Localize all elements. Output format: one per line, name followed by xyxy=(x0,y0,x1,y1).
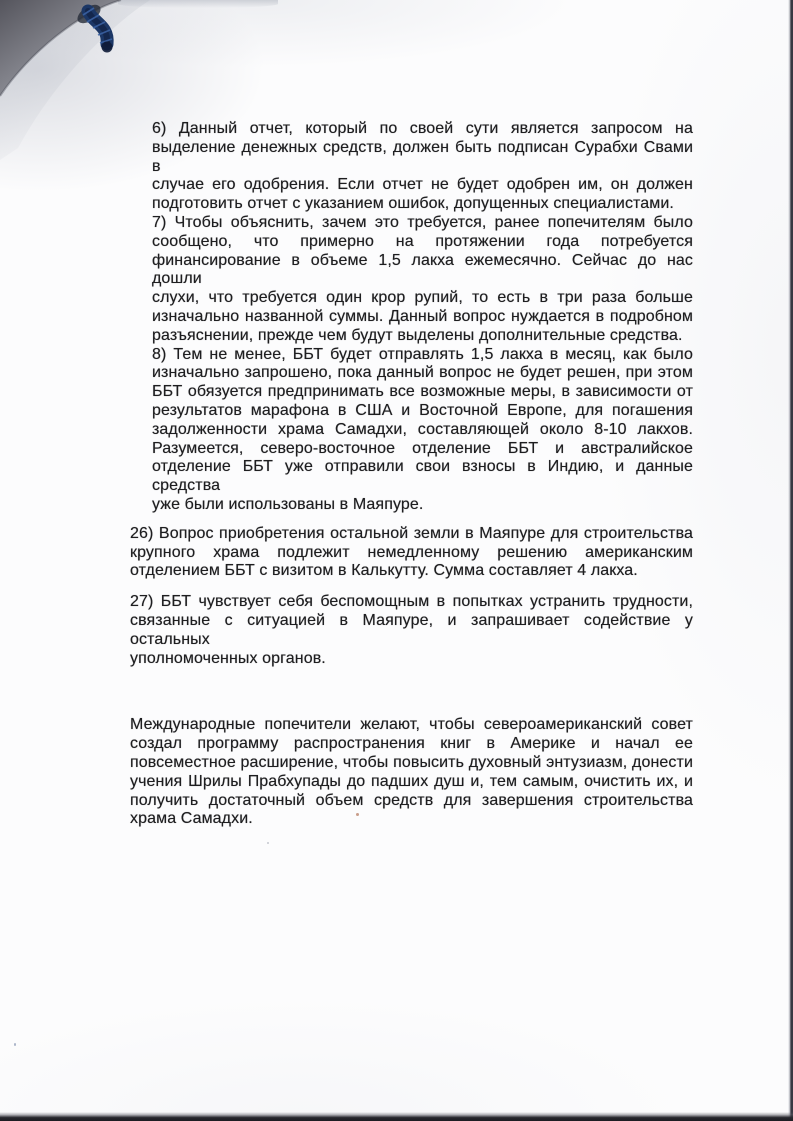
item-26 xyxy=(130,525,693,581)
text-line: связанные с ситуацией в Маяпуре, и запрашивает содействие у остальных xyxy=(130,611,693,648)
text-line: уже были использованы в Маяпуре. xyxy=(152,495,424,513)
thread-core-shadow xyxy=(88,11,107,44)
text-line: храма Самадхи. xyxy=(130,810,253,828)
text-line: результатов марафона в США и Восточной Европе, для погашения xyxy=(152,401,693,419)
text-line: Международные попечители желают, чтобы североамериканский совет xyxy=(130,716,693,734)
text-line: финансирование в объеме 1,5 лакха ежемесячно. Сейчас до нас дошли xyxy=(152,251,693,288)
item-27 xyxy=(130,593,693,668)
text-line: изначально запрошено, пока данный вопрос не будет решен, при этом xyxy=(152,364,693,382)
thread-body xyxy=(88,11,107,44)
text-line: 27) ББТ чувствует себя беспомощным в попытках устранить трудности, xyxy=(130,593,693,611)
text-line: 8) Тем не менее, ББТ будет отправлять 1,5 лакха в месяц, как было xyxy=(152,345,693,363)
text-line: 6) Данный отчет, который по своей сути является запросом на xyxy=(152,120,693,137)
paper-edge-line xyxy=(0,0,121,96)
scanner-edge-right xyxy=(788,0,793,1121)
text-line: сообщено, что примерно на протяжении года потребуется xyxy=(152,232,693,250)
closing-paragraph xyxy=(130,716,693,829)
punch-hole-shadow xyxy=(74,1,103,27)
item-6 xyxy=(130,120,693,214)
text-line: подготовить отчет с указанием ошибок, допущенных специалистами. xyxy=(152,195,674,213)
thread-fiber-highlights xyxy=(83,8,112,43)
scan-speck xyxy=(356,813,359,816)
binding-thread xyxy=(60,0,140,78)
scanner-edge-bottom xyxy=(0,1112,793,1121)
text-line: случае его одобрения. Если отчет не будет одобрен им, он должен xyxy=(152,176,693,194)
scan-speck xyxy=(267,842,269,844)
text-line: Разумеется, северо-восточное отделение ББТ и австралийское xyxy=(152,439,693,457)
text-line: отделением ББТ с визитом в Калькутту. Сумма составляет 4 лакха. xyxy=(130,562,638,580)
text-line: повсеместное расширение, чтобы повысить духовный энтузиазм, донести xyxy=(130,753,693,771)
text-line: крупного храма подлежит немедленному решению американским xyxy=(130,543,693,561)
text-line: учения Шрилы Прабхупады до падших душ и, тем самым, очистить их, и xyxy=(130,772,693,790)
text-line: 26) Вопрос приобретения остальной земли в Маяпуре для строительства xyxy=(130,524,693,542)
text-block xyxy=(130,120,693,829)
text-line: 7) Чтобы объяснить, зачем это требуется, ранее попечителям было xyxy=(152,213,693,231)
text-line: разъяснении, прежде чем будут выделены дополнительные средства. xyxy=(152,326,683,344)
item-7 xyxy=(130,214,693,346)
paper-top-edge-shadow xyxy=(118,0,278,8)
text-line: создал программу распространения книг в Америке и начал ее xyxy=(130,735,693,753)
text-line: слухи, что требуется один крор рупий, то есть в три раза больше xyxy=(152,289,693,307)
text-line: задолженности храма Самадхи, составляющей около 8-10 лакхов. xyxy=(152,420,693,438)
text-line: уполномоченных органов. xyxy=(130,649,326,667)
thread-tip xyxy=(102,42,113,53)
scan-speck xyxy=(14,1043,16,1046)
text-line: изначально названной суммы. Данный вопрос нуждается в подробном xyxy=(152,307,693,325)
text-line: отделение ББТ уже отправили свои взносы в Индию, и данные средства xyxy=(152,458,693,495)
scanner-lid-triangle xyxy=(0,0,121,96)
text-line: ББТ обязуется предпринимать все возможные меры, в зависимости от xyxy=(152,383,693,401)
item-8 xyxy=(130,346,693,515)
text-line: выделение денежных средств, должен быть подписан Сурабхи Свами в xyxy=(152,138,693,175)
paper-corner-shadow xyxy=(0,0,150,160)
text-line: получить достаточный объем средств для завершения строительства xyxy=(130,791,693,809)
